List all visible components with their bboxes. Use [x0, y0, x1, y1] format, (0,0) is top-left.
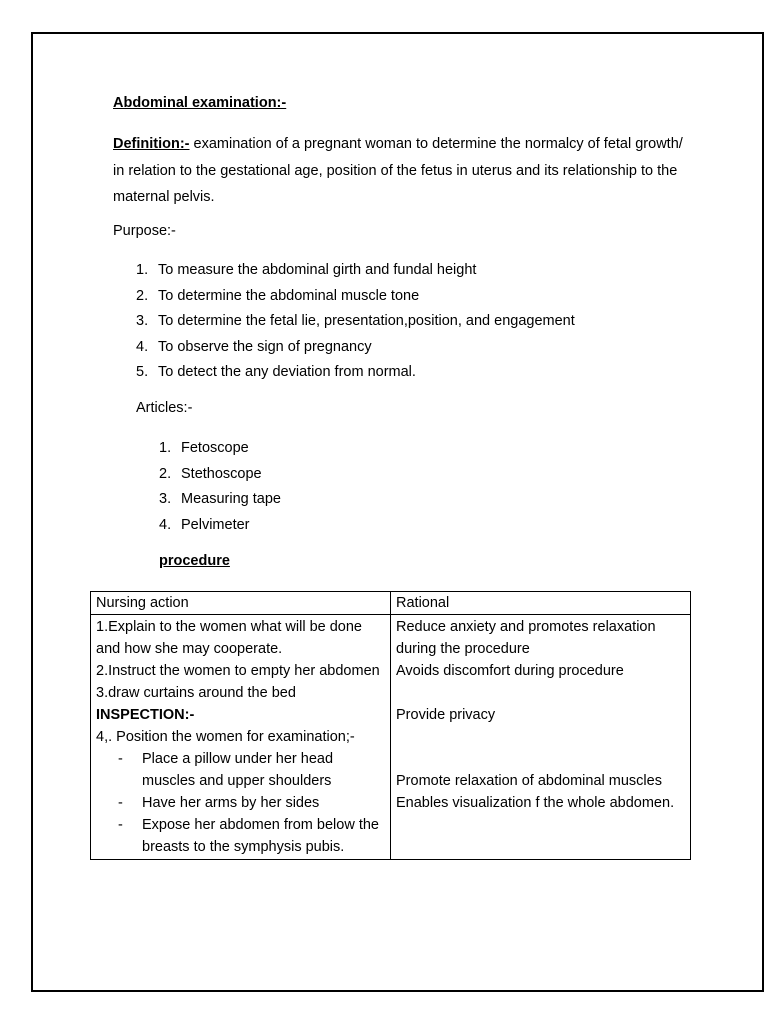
list-item: 2. To determine the abdominal muscle tone — [136, 287, 420, 304]
spacer — [396, 726, 685, 748]
action-draw-curtains: 3.draw curtains around the bed — [96, 685, 296, 701]
list-item: 5. To detect the any deviation from normal. — [136, 364, 416, 381]
procedure-table — [90, 591, 691, 860]
column-header-nursing-action: Nursing action — [91, 592, 391, 615]
rational-visualization: Enables visualization f the whole abdomen. — [396, 795, 675, 811]
list-item: 4. Pelvimeter — [159, 516, 250, 533]
articles-list — [159, 436, 281, 538]
list-item: 4. To observe the sign of pregnancy — [136, 338, 372, 355]
list-item: 1. To measure the abdominal girth and fundal height — [136, 262, 477, 278]
rational-explain: Reduce anxiety and promotes relaxation during the procedure — [396, 619, 656, 657]
list-item: - Expose her abdomen from below the breasts to the symphysis pubis. — [96, 814, 385, 858]
page-title: Abdominal examination:- — [113, 95, 287, 111]
list-item: 1. Fetoscope — [159, 440, 249, 456]
table-header-row — [91, 592, 691, 615]
nursing-action-cell — [91, 615, 391, 860]
definition-text: examination of a pregnant woman to determine the normalcy of fetal growth/ in relation to the gestational age, position of the fetus in uterus and its relationship to the maternal pelvis. — [113, 136, 683, 205]
action-position: 4,. Position the women for examination;- — [96, 729, 355, 745]
list-item: - Have her arms by her sides — [96, 792, 385, 814]
column-header-rational: Rational — [391, 592, 691, 615]
rational-relaxation: Promote relaxation of abdominal muscles — [396, 773, 662, 789]
action-explain: 1.Explain to the women what will be done and how she may cooperate. — [96, 619, 362, 657]
list-item: 3. To determine the fetal lie, presentation,position, and engagement — [136, 313, 575, 330]
position-steps-list — [96, 748, 385, 858]
rational-privacy: Provide privacy — [396, 707, 496, 723]
list-item: - Place a pillow under her head muscles and upper shoulders — [96, 748, 385, 792]
rational-cell — [391, 615, 691, 860]
definition-label: Definition:- — [113, 136, 190, 152]
purpose-label: Purpose:- — [113, 223, 176, 239]
definition-paragraph — [113, 131, 693, 211]
spacer — [396, 748, 685, 770]
spacer — [396, 682, 685, 704]
procedure-label: procedure — [159, 553, 230, 569]
articles-label: Articles:- — [136, 400, 193, 416]
list-item: 2. Stethoscope — [159, 465, 262, 482]
inspection-heading: INSPECTION:- — [96, 707, 195, 723]
rational-empty-abdomen: Avoids discomfort during procedure — [396, 663, 624, 679]
action-empty-abdomen: 2.Instruct the women to empty her abdomen — [96, 663, 380, 679]
purpose-list — [136, 258, 575, 386]
list-item: 3. Measuring tape — [159, 491, 281, 508]
table-row — [91, 615, 691, 860]
